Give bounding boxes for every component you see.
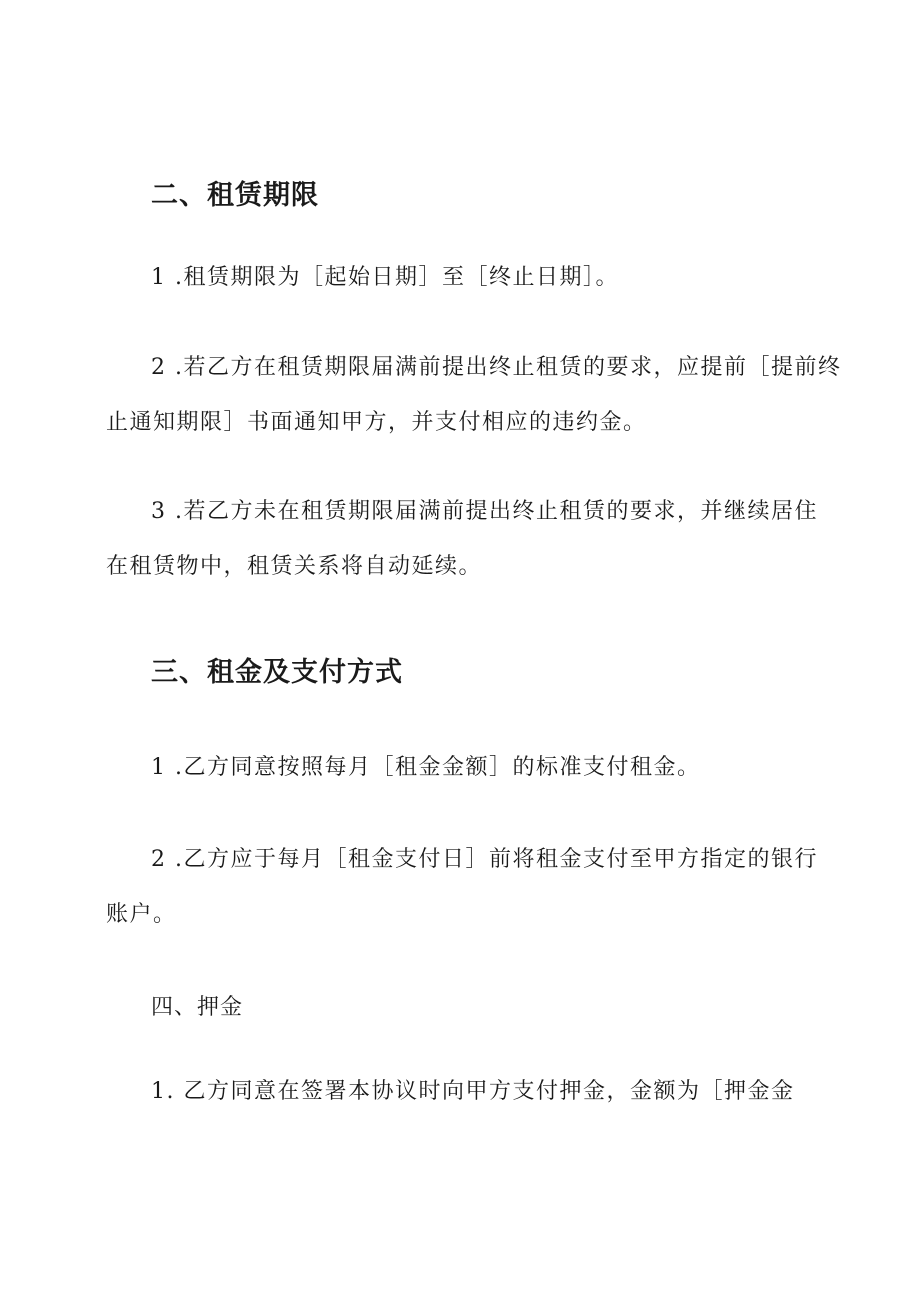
paragraph-line: 1 .租赁期限为［起始日期］至［终止日期］。 [151, 265, 619, 290]
section-heading-lease-term: 二、租赁期限 [151, 180, 319, 211]
paragraph-line: 2 .乙方应于每月［租金支付日］前将租金支付至甲方指定的银行 [151, 847, 818, 872]
rent-payment-item-2 [106, 832, 822, 942]
paragraph-line: 账户。 [106, 902, 177, 927]
paragraph-line: 2 .若乙方在租赁期限届满前提出终止租赁的要求，应提前［提前终 [151, 355, 842, 380]
deposit-item-1 [106, 1064, 822, 1119]
paragraph-line: 1. 乙方同意在签署本协议时向甲方支付押金，金额为［押金金 [151, 1079, 795, 1104]
paragraph-line: 1 .乙方同意按照每月［租金金额］的标准支付租金。 [151, 755, 701, 780]
lease-term-item-3 [106, 484, 822, 594]
paragraph-line: 止通知期限］书面通知甲方，并支付相应的违约金。 [106, 410, 647, 435]
rent-payment-item-1 [106, 740, 822, 795]
section-heading-rent-payment: 三、租金及支付方式 [151, 657, 403, 688]
paragraph-line: 在租赁物中，租赁关系将自动延续。 [106, 554, 483, 579]
section-heading-deposit: 四、押金 [151, 995, 244, 1020]
paragraph-line: 3 .若乙方未在租赁期限届满前提出终止租赁的要求，并继续居住 [151, 499, 818, 524]
lease-term-item-1 [106, 250, 822, 305]
lease-term-item-2 [106, 340, 842, 450]
